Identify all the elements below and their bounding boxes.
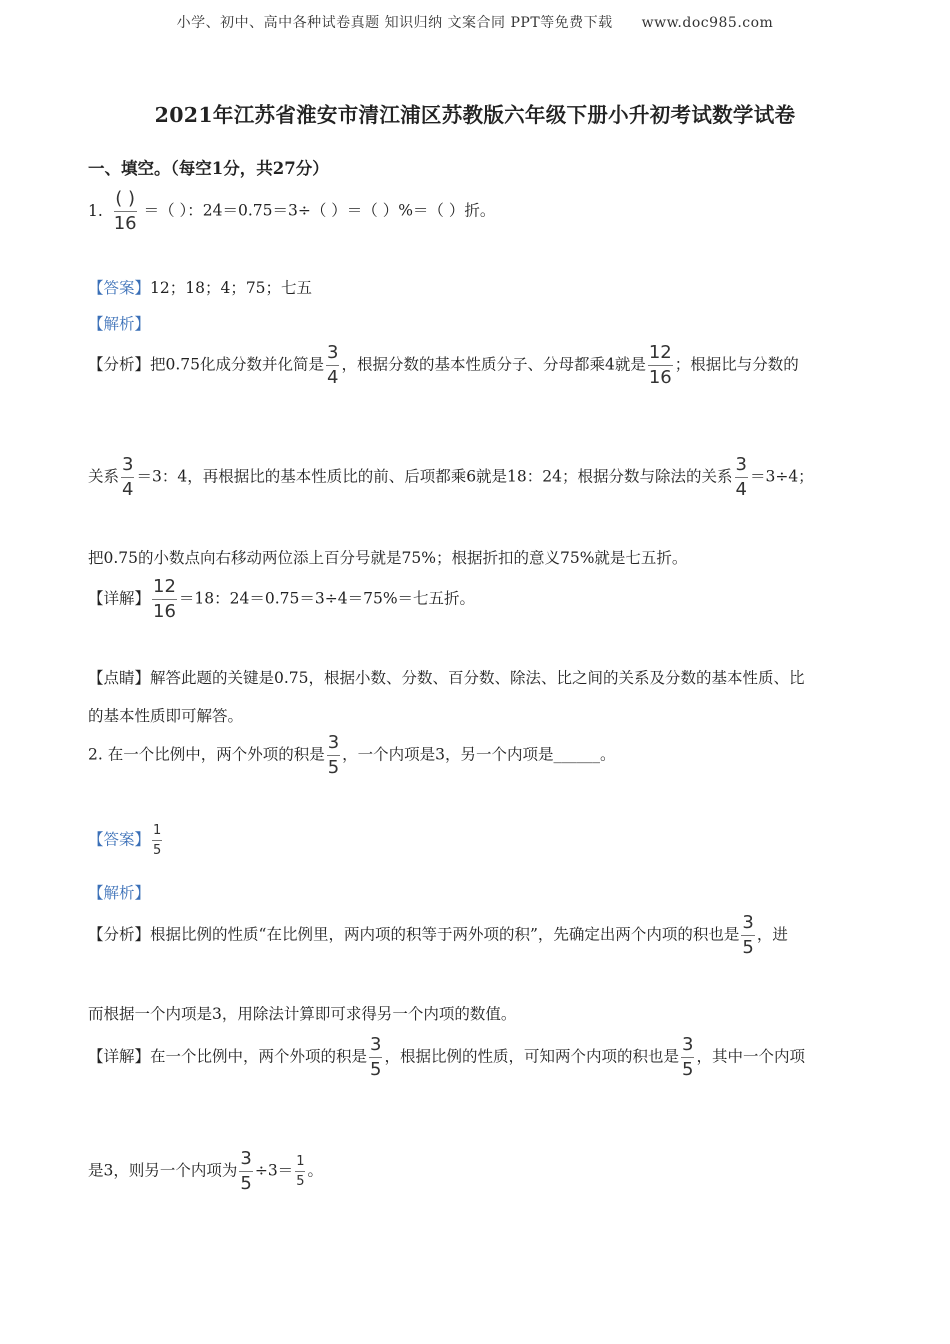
question-number: 1. <box>88 201 103 220</box>
detail-line <box>88 578 475 621</box>
analysis-text: 根据比例的性质“在比例里，两内项的积等于两外项的积”，先确定出两个内项的积也是 <box>150 925 740 944</box>
question-1 <box>88 190 495 233</box>
fraction-numerator: 3 <box>240 1148 252 1169</box>
fraction-denominator: 16 <box>648 367 672 388</box>
detail-line-2 <box>88 1150 323 1193</box>
analysis-line-2: 而根据一个内项是3，用除法计算即可求得另一个内项的数值。 <box>88 1005 517 1023</box>
fraction <box>327 734 340 777</box>
key-point-label: 【点睛】 <box>88 669 151 687</box>
section-heading: 一、填空。（每空1分，共27分） <box>88 159 329 178</box>
fraction-denominator: 5 <box>742 937 754 958</box>
fraction <box>681 1036 694 1079</box>
fraction-denominator: 5 <box>327 757 340 778</box>
answer-tag: 【答案】 <box>88 279 151 297</box>
fraction <box>741 914 754 957</box>
answer-line <box>88 824 164 857</box>
question-text: 2. 在一个比例中，两个外项的积是 <box>88 745 325 764</box>
fraction-denominator: 5 <box>370 1059 382 1080</box>
detail-text: 在一个比例中，两个外项的积是 <box>150 1047 368 1066</box>
analysis-label: 【分析】 <box>88 925 151 944</box>
key-point-text: 解答此题的关键是0.75，根据小数、分数、百分数、除法、比之间的关系及分数的基本性质、比 <box>150 669 805 687</box>
fraction <box>648 344 673 387</box>
analysis-label: 【分析】 <box>88 355 151 374</box>
fraction-denominator: 4 <box>735 479 747 500</box>
fraction-numerator: 3 <box>682 1034 694 1055</box>
fraction <box>735 456 748 499</box>
fraction-denominator: 5 <box>240 1173 252 1194</box>
analysis-line-1 <box>88 914 788 957</box>
fraction-numerator: 12 <box>153 576 176 597</box>
fraction-numerator: 3 <box>122 454 134 475</box>
fraction-numerator: 3 <box>735 454 747 475</box>
analysis-line-2 <box>88 456 814 499</box>
analysis-text: ＝3：4，再根据比的基本性质比的前、后项都乘6就是18：24；根据分数与除法的关系 <box>136 467 733 486</box>
analysis-line-1 <box>88 344 799 387</box>
answer-tag: 【答案】 <box>88 830 151 849</box>
analysis-text: ，进 <box>756 925 788 944</box>
fraction-denominator: 4 <box>122 479 134 500</box>
fraction-numerator: 3 <box>327 732 340 753</box>
question-text: 。 <box>600 745 616 764</box>
header-text: 小学、初中、高中各种试卷真题 知识归纳 文案合同 PPT等免费下载 <box>176 15 613 31</box>
key-point-line-1 <box>88 666 805 688</box>
page-header <box>0 12 950 32</box>
analysis-tag: 【解析】 <box>88 315 151 333</box>
detail-text: 是3，则另一个内项为 <box>88 1161 238 1180</box>
answer-blank[interactable]: ______ <box>553 745 601 764</box>
fraction-numerator: 1 <box>153 823 162 838</box>
analysis-tag: 【解析】 <box>88 884 151 902</box>
detail-text: ＝18：24＝0.75＝3÷4＝75%＝七五折。 <box>178 589 476 608</box>
fraction-denominator: 5 <box>682 1059 694 1080</box>
analysis-text: ＝3÷4； <box>749 467 814 486</box>
fraction <box>326 344 339 387</box>
fraction-numerator: 3 <box>742 912 754 933</box>
document-title: 2021年江苏省淮安市清江浦区苏教版六年级下册小升初考试数学试卷 <box>154 103 796 127</box>
question-2 <box>88 734 616 777</box>
fraction-denominator: 5 <box>152 840 162 857</box>
detail-text: ÷3＝ <box>254 1161 294 1180</box>
detail-text: ，其中一个内项 <box>696 1047 805 1066</box>
fraction <box>152 578 177 621</box>
answer-line <box>88 276 312 298</box>
detail-label: 【详解】 <box>88 589 151 608</box>
fraction-denominator: 4 <box>327 367 339 388</box>
fraction <box>369 1036 382 1079</box>
fraction-numerator: ( ) <box>115 188 136 209</box>
detail-text: 。 <box>307 1161 323 1180</box>
fraction-denominator: 16 <box>113 213 137 234</box>
detail-text: ，根据比例的性质，可知两个内项的积也是 <box>384 1047 679 1066</box>
fraction <box>121 456 134 499</box>
analysis-line-3: 把0.75的小数点向右移动两位添上百分号就是75%；根据折扣的意义75%就是七五折。 <box>88 549 688 567</box>
fraction-numerator: 12 <box>648 342 672 363</box>
analysis-text: ；根据比与分数的 <box>674 355 799 374</box>
question-text: ，一个内项是3，另一个内项是 <box>342 745 554 764</box>
answer-text: 12；18；4；75；七五 <box>150 279 313 297</box>
fraction <box>114 190 137 233</box>
fraction-numerator: 3 <box>370 1034 382 1055</box>
fraction <box>152 824 162 857</box>
analysis-text: ，根据分数的基本性质分子、分母都乘4就是 <box>341 355 646 374</box>
analysis-text: 把0.75化成分数并化简是 <box>150 355 325 374</box>
detail-line-1 <box>88 1036 805 1079</box>
fraction-denominator: 5 <box>295 1171 305 1188</box>
analysis-text: 关系 <box>88 467 120 486</box>
header-site[interactable]: www.doc985.com <box>641 15 774 31</box>
key-point-line-2: 的基本性质即可解答。 <box>88 707 244 725</box>
fraction <box>295 1155 305 1188</box>
fraction-numerator: 1 <box>296 1154 305 1169</box>
fraction-denominator: 16 <box>153 601 176 622</box>
question-text: ＝（ ）：24＝0.75＝3÷（ ）＝（ ）%＝（ ）折。 <box>143 201 496 220</box>
fraction-numerator: 3 <box>327 342 339 363</box>
detail-label: 【详解】 <box>88 1047 151 1066</box>
fraction <box>239 1150 252 1193</box>
